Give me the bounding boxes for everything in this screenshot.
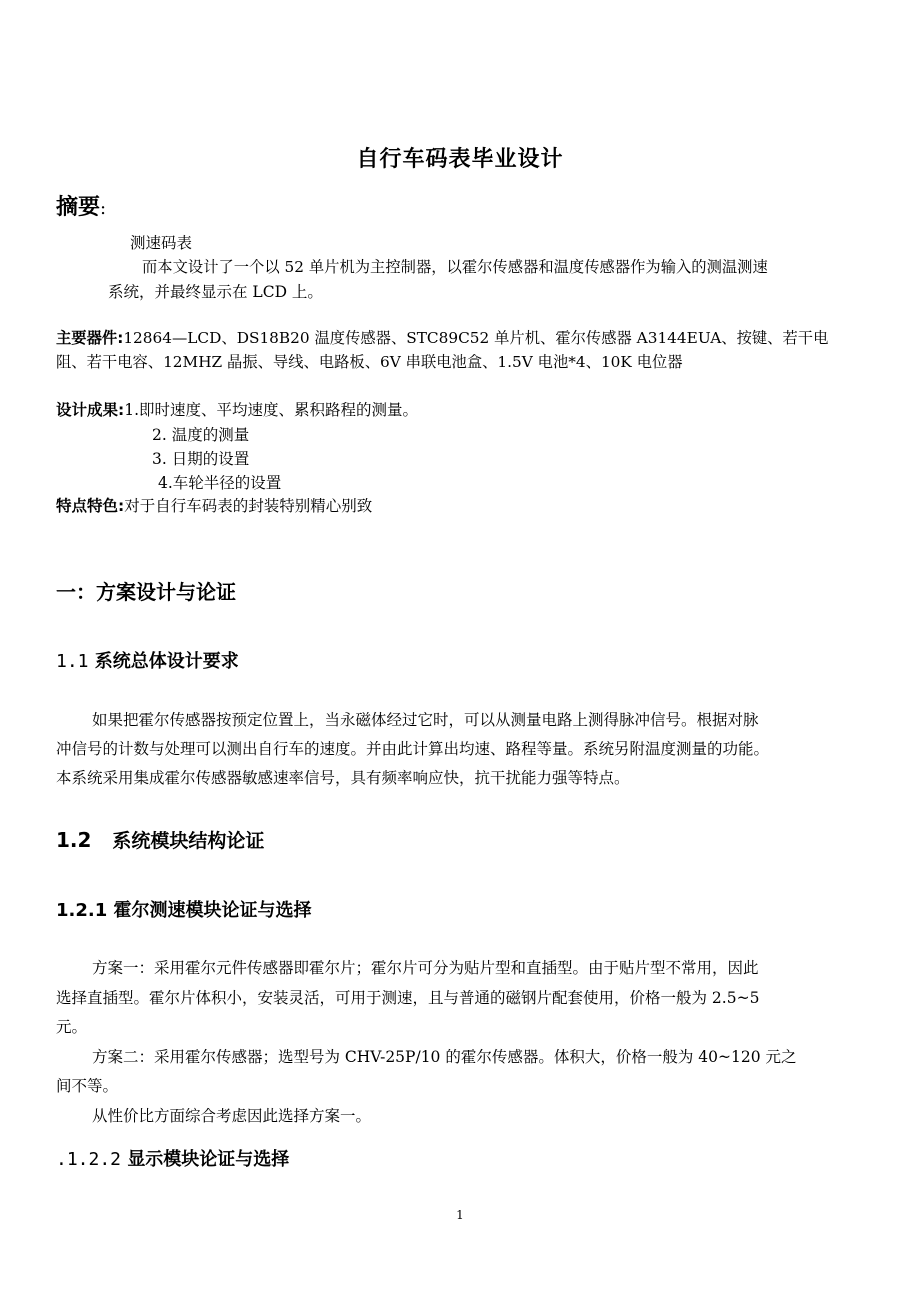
abstract-heading [56,190,106,221]
components-text-line2: 阻、若干电容、12MHZ 晶振、导线、电路板、6V 串联电池盒、1.5V 电池*4、10K 电位器 [56,353,683,371]
section1-2-2-number: .1.2.2 [56,1149,122,1170]
section1-2-2-heading [56,1145,289,1171]
section1-2-1-heading [56,896,312,922]
plan1-line3: 元。 [56,1018,88,1036]
plan2-line2: 间不等。 [56,1077,119,1095]
components-label: 主要器件: [56,329,124,347]
section1-1-title: 系统总体设计要求 [94,651,239,672]
section1-1-para-line2: 冲信号的计数与处理可以测出自行车的速度。并由此计算出均速、路程等量。系统另附温度测量的功能。 [56,740,770,758]
features-label: 特点特色: [56,497,125,515]
section1-2-title: 系统模块结构论证 [112,830,265,852]
section1-heading: 一：方案设计与论证 [56,580,236,604]
section1-1-para-line3: 本系统采用集成霍尔传感器敏感速率信号，具有频率响应快，抗干扰能力强等特点。 [56,769,630,787]
abstract-text-line1: 而本文设计了一个以 52 单片机为主控制器，以霍尔传感器和温度传感器作为输入的测温测速 [142,258,768,276]
results-item-4: 4.车轮半径的设置 [158,474,282,492]
results-item-1: 1.即时速度、平均速度、累积路程的测量。 [124,401,418,419]
section1-1-number: 1.1 [56,651,89,672]
section1-1-para-line1: 如果把霍尔传感器按预定位置上，当永磁体经过它时，可以从测量电路上测得脉冲信号。根据对脉 [92,711,759,729]
results-item-2: 2. 温度的测量 [152,426,250,444]
section1-2-1-title: 霍尔测速模块论证与选择 [113,900,312,921]
abstract-keyword: 测速码表 [130,234,193,252]
features-text: 对于自行车码表的封装特别精心别致 [124,497,373,515]
section1-2-heading [56,826,264,853]
section1-2-number: 1.2 [56,828,92,852]
plan2-line1: 方案二：采用霍尔传感器；选型号为 CHV-25P/10 的霍尔传感器。体积大，价格一般为 40~120 元之 [92,1048,797,1066]
document-title: 自行车码表毕业设计 [356,146,564,172]
components-text-line1: 12864—LCD、DS18B20 温度传感器、STC89C52 单片机、霍尔传感器 A3144EUA、按键、若干电 [123,329,829,347]
abstract-text-line2: 系统，并最终显示在 LCD 上。 [108,283,323,301]
results-item-3: 3. 日期的设置 [152,450,250,468]
plan1-line2: 选择直插型。霍尔片体积小，安装灵活，可用于测速，且与普通的磁钢片配套使用，价格一般为 2.5~5 [56,989,760,1007]
plan1-line1: 方案一：采用霍尔元件传感器即霍尔片；霍尔片可分为贴片型和直插型。由于贴片型不常用，因此 [92,959,759,977]
page-number: 1 [456,1208,464,1222]
section1-2-1-number: 1.2.1 [56,900,108,921]
section1-2-2-title: 显示模块论证与选择 [127,1149,290,1170]
features-line [56,492,372,521]
abstract-heading-text: 摘要 [56,194,101,220]
conclusion-line: 从性价比方面综合考虑因此选择方案一。 [92,1107,372,1125]
results-label: 设计成果: [56,401,125,419]
section1-1-heading [56,647,239,673]
abstract-heading-colon: : [100,198,107,219]
